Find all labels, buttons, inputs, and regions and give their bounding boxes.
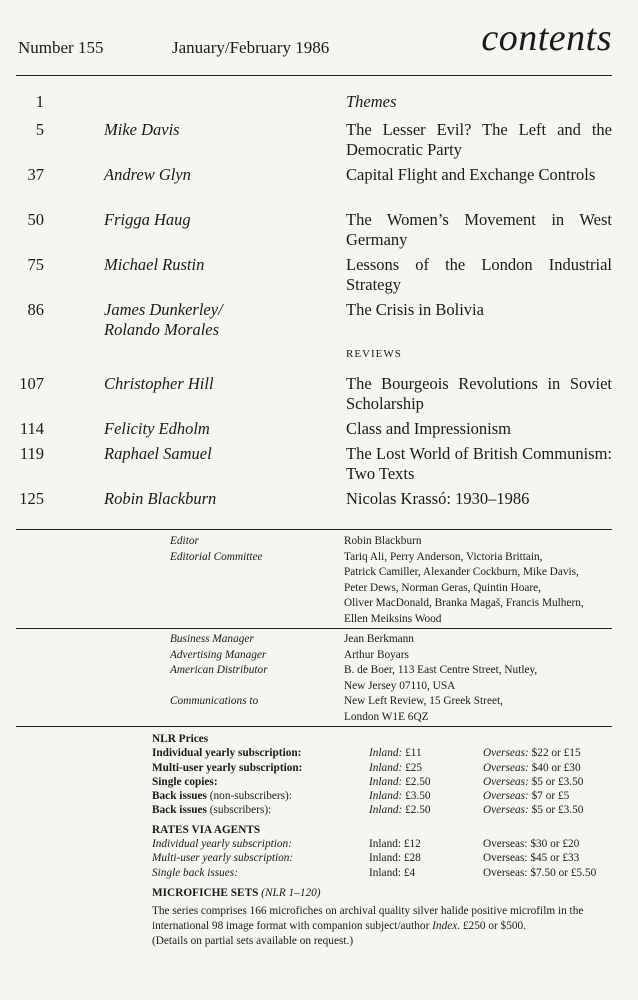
inland-price: £11 <box>405 747 422 760</box>
issue-number: Number 155 <box>18 38 104 57</box>
agent-overseas-price: Overseas: $45 or £33 <box>483 852 580 865</box>
reviews-heading: REVIEWS <box>346 348 402 360</box>
inland-tag: Inland: <box>369 775 403 788</box>
price-row <box>152 761 622 775</box>
distributor-label: American Distributor <box>170 664 268 676</box>
price-row <box>152 746 622 760</box>
price-row <box>152 789 622 803</box>
committee-names: Tariq Ali, Perry Anderson, Victoria Brittain, Patrick Camiller, Alexander Cockburn, Mike Davis, Peter Dews, Norman Geras, Quintin Hoare, Oliver MacDonald, Branka Magaš, Francis Mulhern, Ellen Meiksins Wood <box>344 550 584 625</box>
overseas-price: $5 or £3.50 <box>531 775 584 788</box>
agent-rate-label: Individual yearly subscription: <box>152 838 292 851</box>
masthead <box>18 17 612 72</box>
price-table <box>152 746 622 817</box>
overseas-price: $22 or £15 <box>531 747 581 760</box>
page-title: contents <box>481 17 612 59</box>
agent-rate-row <box>152 837 622 851</box>
toc-author: Raphael Samuel <box>104 444 212 463</box>
toc-page-number: 119 <box>19 444 44 463</box>
inland-tag: Inland: <box>369 761 403 774</box>
toc-author: Andrew Glyn <box>104 165 191 184</box>
toc-author: Mike Davis <box>104 120 180 139</box>
communications-label: Communications to <box>170 695 259 707</box>
inland-tag: Inland: <box>369 747 403 760</box>
price-label: Individual yearly subscription: <box>152 747 302 760</box>
toc-article-title: The Crisis in Bolivia <box>346 300 484 319</box>
price-label: Multi-user yearly subscription: <box>152 761 303 774</box>
agent-rate-row <box>152 866 622 880</box>
microfiche-range: (NLR 1–120) <box>261 886 321 899</box>
microfiche-note: (Details on partial sets available on request.) <box>152 935 354 948</box>
agent-rate-label: Single back issues: <box>152 866 238 879</box>
price-label: Back issues <box>152 790 207 803</box>
inland-price: £25 <box>405 761 423 774</box>
editor-label: Editor <box>170 535 199 547</box>
advertising-manager-name: Arthur Boyars <box>344 648 409 661</box>
toc-author: Michael Rustin <box>104 255 205 274</box>
overseas-tag: Overseas: <box>483 804 529 817</box>
price-row <box>152 803 622 817</box>
toc-article-title: The Bourgeois Revolutions in Soviet Scholarship <box>346 374 612 413</box>
inland-price: £2.50 <box>405 775 431 788</box>
agent-inland-price: Inland: £28 <box>369 852 421 865</box>
toc-page-number: 50 <box>27 210 44 229</box>
toc-article-title: Themes <box>346 92 397 111</box>
communications-address: New Left Review, 15 Greek Street, London W1E 6QZ <box>344 695 503 723</box>
overseas-price: $5 or £3.50 <box>531 804 584 817</box>
distributor-address: B. de Boer, 113 East Centre Street, Nutley, New Jersey 07110, USA <box>344 664 538 692</box>
toc-article-title: The Women’s Movement in West Germany <box>346 210 612 249</box>
prices-heading: NLR Prices <box>152 733 209 745</box>
overseas-tag: Overseas: <box>483 775 529 788</box>
issue-date: January/February 1986 <box>172 38 330 57</box>
toc-page-number: 114 <box>19 419 44 438</box>
advertising-manager-label: Advertising Manager <box>170 648 267 661</box>
price-label-suffix: (subscribers): <box>209 804 272 817</box>
header-rule <box>16 75 612 76</box>
toc-article-title: The Lesser Evil? The Left and the Democratic Party <box>346 120 612 159</box>
business-manager-label: Business Manager <box>170 633 254 645</box>
microfiche-heading: MICROFICHE SETS <box>152 886 259 899</box>
toc-page-number: 1 <box>35 92 44 111</box>
toc-article-title: Capital Flight and Exchange Controls <box>346 165 596 184</box>
microfiche-heading-line <box>152 886 622 900</box>
toc-page-number: 86 <box>27 300 44 319</box>
overseas-price: $40 or £30 <box>531 761 581 774</box>
editor-name: Robin Blackburn <box>344 535 422 547</box>
toc-article-title: Class and Impressionism <box>346 419 511 438</box>
toc-page-number: 75 <box>27 255 44 274</box>
microfiche-desc-index: Index <box>432 920 458 933</box>
inland-price: £3.50 <box>405 790 431 803</box>
toc-page-number: 125 <box>19 489 44 508</box>
toc-article-title: Nicolas Krassó: 1930–1986 <box>346 489 530 508</box>
toc-page-number: 37 <box>27 165 44 184</box>
price-label: Back issues <box>152 804 207 817</box>
price-label: Single copies: <box>152 775 218 788</box>
price-row <box>152 775 622 789</box>
toc-author: Christopher Hill <box>104 374 214 393</box>
agent-rate-label: Multi-user yearly subscription: <box>152 852 294 865</box>
overseas-price: $7 or £5 <box>531 790 570 803</box>
agent-rate-row <box>152 851 622 865</box>
toc-page-number: 107 <box>19 374 44 393</box>
toc-article-title: Lessons of the London Industrial Strategy <box>346 255 612 294</box>
inland-tag: Inland: <box>369 790 403 803</box>
price-label-suffix: (non-subscribers): <box>209 790 292 803</box>
overseas-tag: Overseas: <box>483 747 529 760</box>
agents-heading: RATES VIA AGENTS <box>152 823 261 836</box>
agent-overseas-price: Overseas: $7.50 or £5.50 <box>483 866 597 879</box>
agent-inland-price: Inland: £12 <box>369 838 421 851</box>
overseas-tag: Overseas: <box>483 761 529 774</box>
divider <box>16 726 612 727</box>
microfiche-desc-text: The series comprises 166 microfiches on archival quality silver halide positive microfilm in the international 98 image format with companion subject/author <box>152 905 584 933</box>
toc-author: Robin Blackburn <box>104 489 217 508</box>
microfiche-description <box>152 904 622 949</box>
toc-article-title: The Lost World of British Communism: Two Texts <box>346 444 612 483</box>
inland-tag: Inland: <box>369 804 403 817</box>
agent-inland-price: Inland: £4 <box>369 866 416 879</box>
inland-price: £2.50 <box>405 804 431 817</box>
business-manager-name: Jean Berkmann <box>344 633 414 645</box>
agent-overseas-price: Overseas: $30 or £20 <box>483 838 580 851</box>
committee-label: Editorial Committee <box>170 550 263 563</box>
divider <box>16 529 612 530</box>
agents-table <box>152 837 622 880</box>
toc-page-number: 5 <box>35 120 44 139</box>
toc-author: Felicity Edholm <box>104 419 210 438</box>
toc-author: James Dunkerley/ Rolando Morales <box>104 300 223 339</box>
divider <box>16 628 612 629</box>
toc-author: Frigga Haug <box>104 210 191 229</box>
microfiche-desc-price: . £250 or $500. <box>457 920 526 933</box>
overseas-tag: Overseas: <box>483 790 529 803</box>
prices-section <box>152 732 622 949</box>
